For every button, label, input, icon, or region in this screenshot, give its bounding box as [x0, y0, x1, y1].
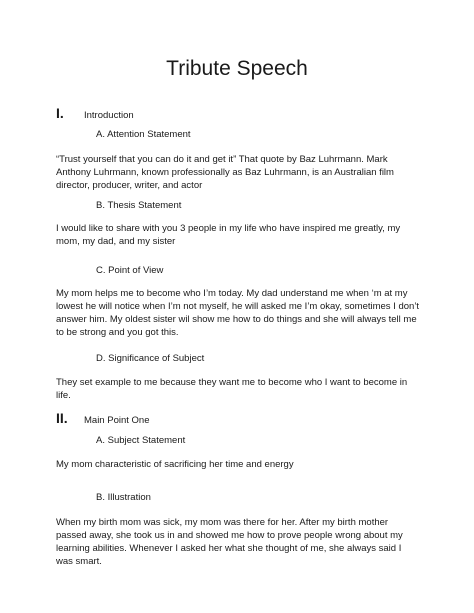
- page-title: Tribute Speech: [166, 57, 308, 80]
- section-numeral: II.: [56, 410, 68, 426]
- subheading-point-of-view: C. Point of View: [96, 265, 164, 276]
- section-numeral: I.: [56, 105, 64, 121]
- section-title: Introduction: [84, 110, 134, 121]
- paragraph-subject-statement: My mom characteristic of sacrificing her time and energy: [56, 459, 294, 470]
- subheading-attention-statement: A. Attention Statement: [96, 129, 191, 140]
- subheading-subject-statement: A. Subject Statement: [96, 435, 186, 446]
- subheading-illustration: B. Illustration: [96, 492, 151, 503]
- paragraph-significance-of-subject: They set example to me because they want me to become who I want to become in life.: [56, 377, 408, 401]
- paragraph-attention-statement: “Trust yourself that you can do it and get it” That quote by Baz Luhrmann. Mark Anthony Luhrmann, known professionally as Baz Luhrmann, is an Australian film director, producer, writer, and actor: [56, 154, 394, 191]
- paragraph-thesis-statement: I would like to share with you 3 people in my life who have inspired me greatly, my mom, my dad, and my sister: [56, 223, 401, 247]
- subheading-significance-of-subject: D. Significance of Subject: [96, 353, 205, 364]
- paragraph-point-of-view: My mom helps me to become who I’m today. My dad understand me when ‘m at my lowest he will notice when I’m not myself, he will asked me I’m okay, sometimes I don’t answer him. My oldest sister wil show me how to do things and she will always tell me to be strong and you got this.: [56, 288, 420, 338]
- subheading-thesis-statement: B. Thesis Statement: [96, 200, 182, 211]
- paragraph-illustration: When my birth mom was sick, my mom was there for her. After my birth mother passed away, she took us in and showed me how to prove people wrong about my learning abilities. Whenever I asked her what she thought of me, she always said I was smart.: [56, 517, 403, 567]
- section-heading-introduction: [56, 105, 134, 121]
- section-title: Main Point One: [84, 415, 150, 426]
- section-heading-main-point-one: [56, 410, 149, 426]
